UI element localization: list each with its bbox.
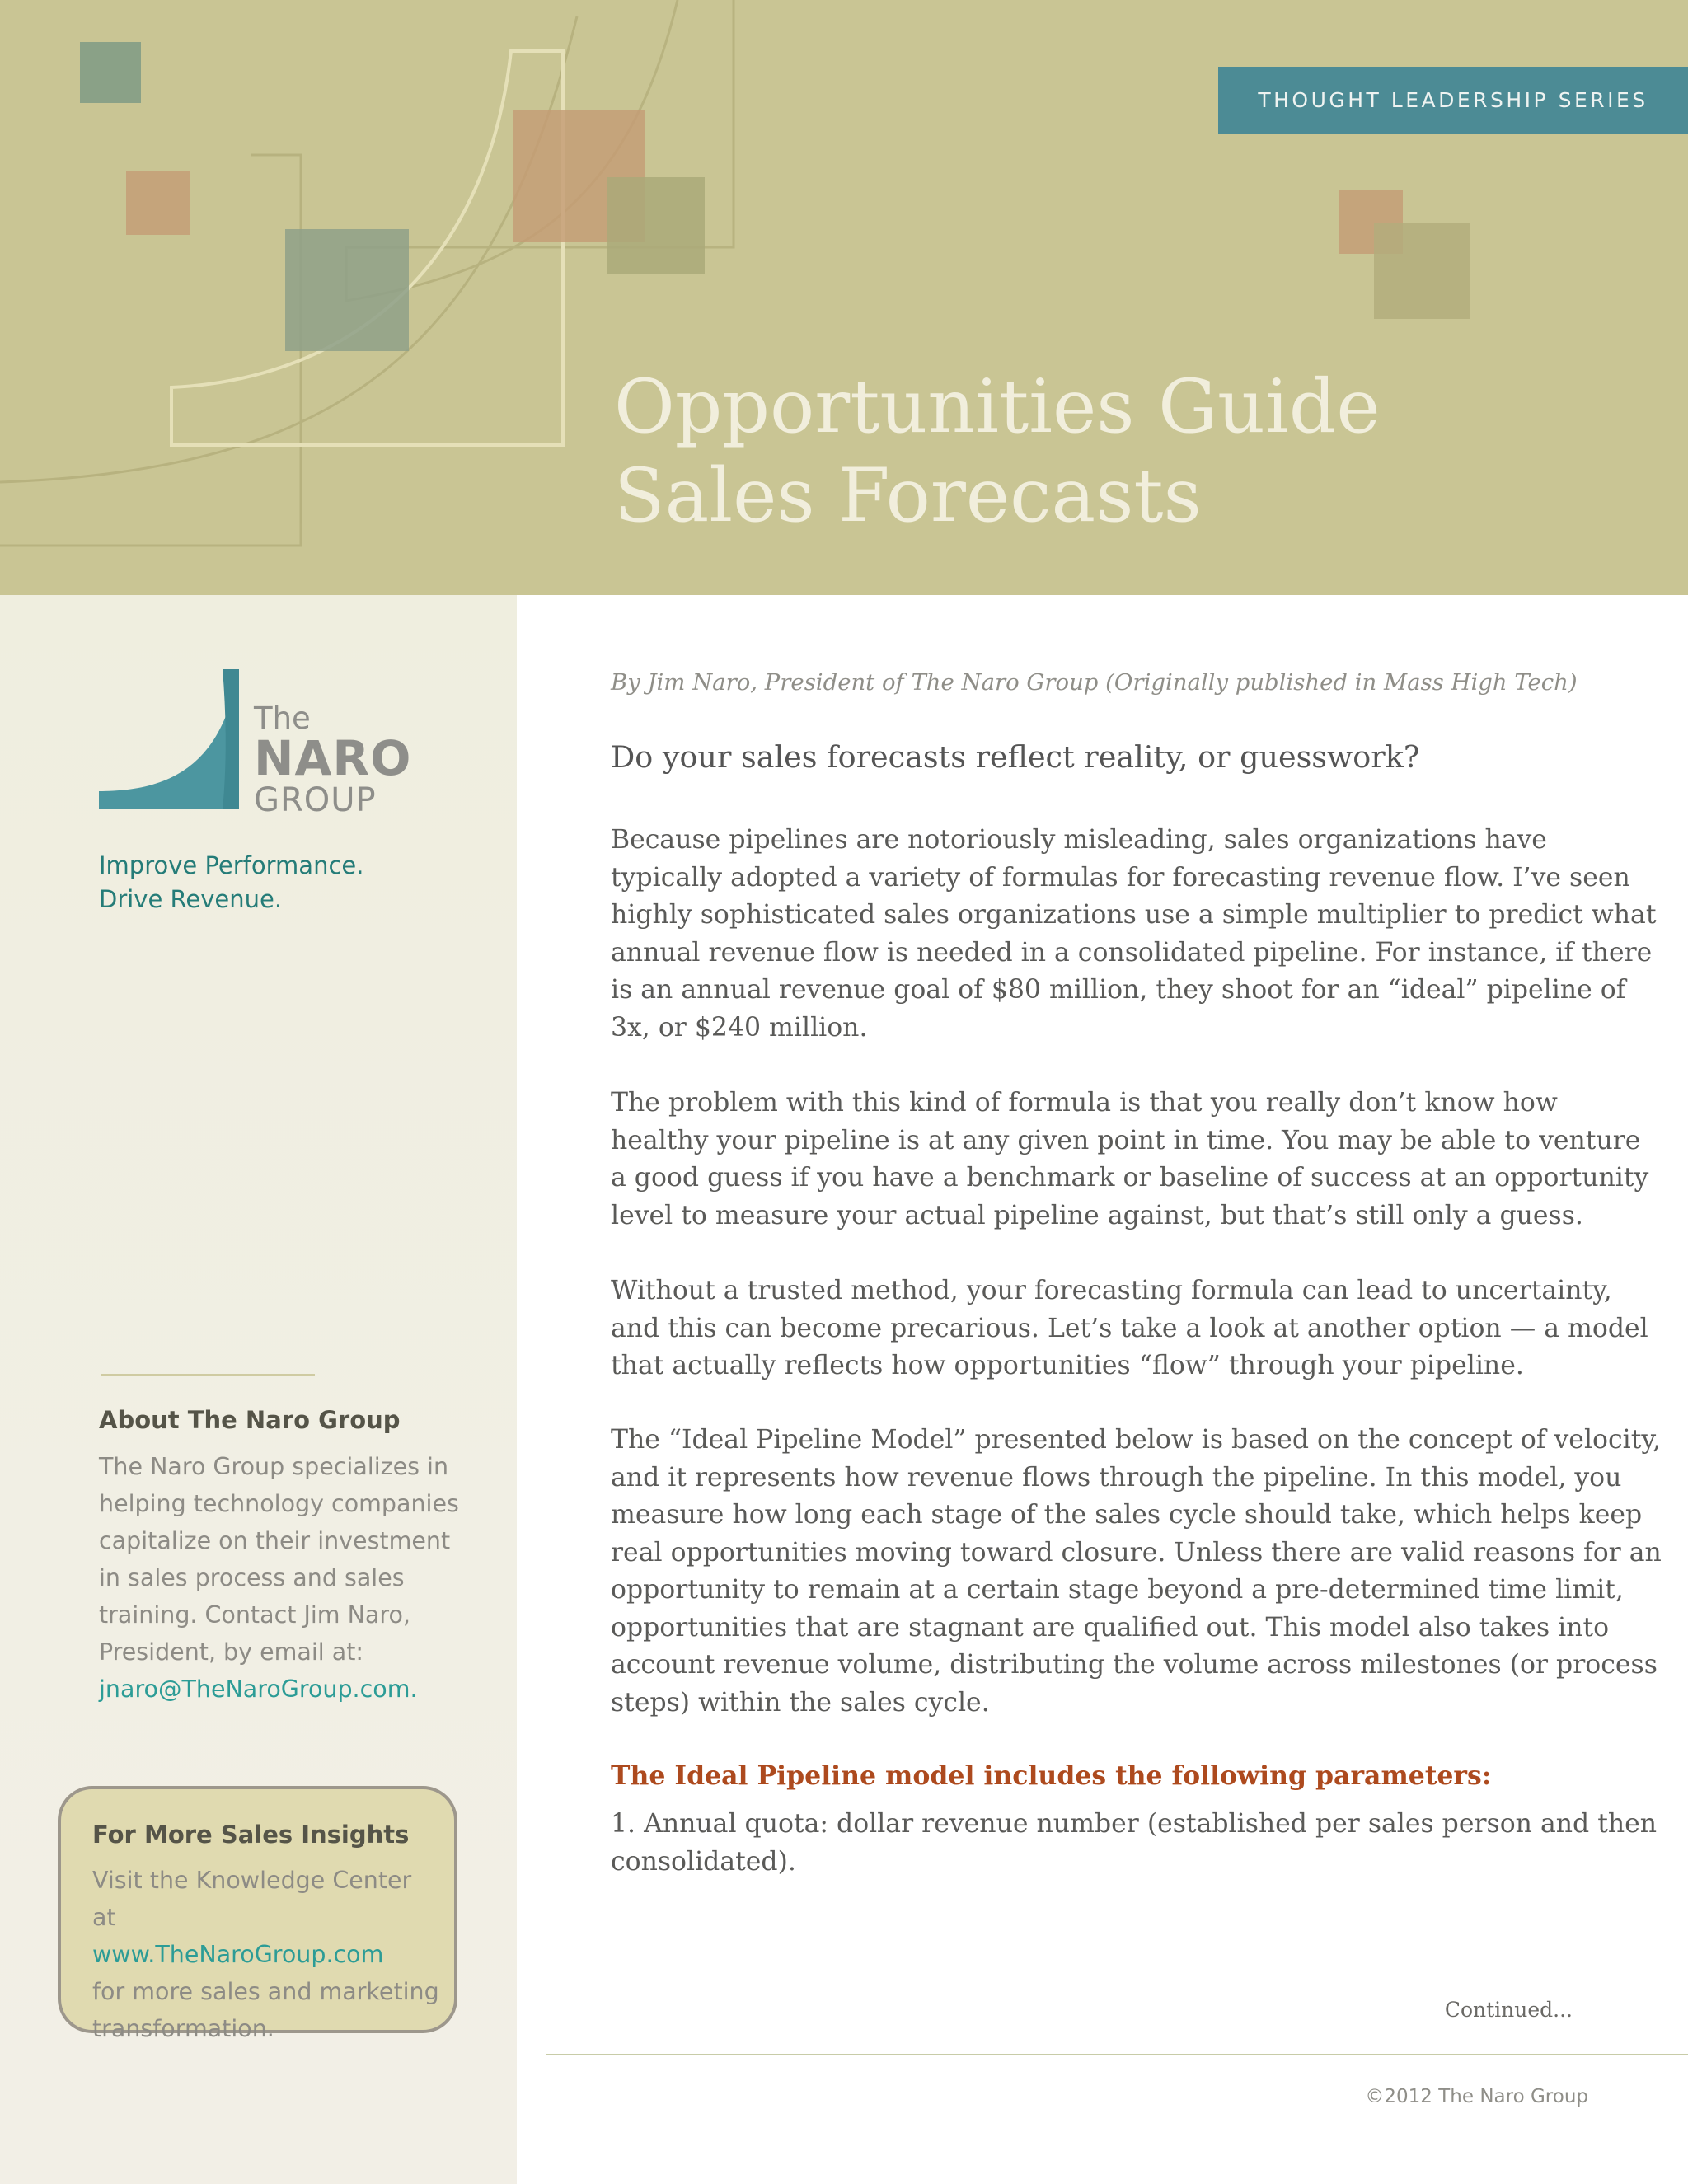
paragraph-line: 1. Annual quota: dollar revenue number (established per sales person and then — [611, 1809, 1658, 1839]
paragraph-line: opportunity to remain at a certain stage beyond a pre-determined time limit, — [611, 1575, 1624, 1605]
insights-line: transformation. — [92, 2015, 274, 2042]
continued-label: Continued... — [1444, 1998, 1573, 2022]
parameter-item-1 — [611, 1806, 1657, 1881]
paragraph-line: measure how long each stage of the sales cycle should take, which helps keep — [611, 1500, 1643, 1530]
tagline-line1: Improve Performance. — [99, 851, 364, 879]
paragraph-line: The “Ideal Pipeline Model” presented below is based on the concept of velocity, — [611, 1425, 1661, 1455]
about-line: The Naro Group specializes in — [99, 1453, 449, 1480]
paragraph-line: and this can become precarious. Let’s take a look at another option — a model — [611, 1313, 1648, 1343]
paragraph-line: and it represents how revenue flows through the pipeline. In this model, you — [611, 1462, 1622, 1493]
paragraph-2 — [611, 1085, 1648, 1235]
paragraph-line: account revenue volume, distributing the volume across milestones (or process — [611, 1650, 1658, 1680]
email-link[interactable]: jnaro@TheNaroGroup.com. — [99, 1675, 418, 1703]
paragraph-line: real opportunities moving toward closure. Unless there are valid reasons for an — [611, 1537, 1662, 1568]
website-link[interactable]: www.TheNaroGroup.com — [92, 1941, 384, 1968]
copyright: ©2012 The Naro Group — [1365, 2086, 1588, 2107]
paragraph-line: that actually reflects how opportunities “flow” through your pipeline. — [611, 1351, 1524, 1380]
page-title-line2: Sales Forecasts — [614, 452, 1202, 539]
paragraph-line: Without a trusted method, your forecasting formula can lead to uncertainty, — [611, 1276, 1612, 1305]
paragraph-line: opportunities that are stagnant are qualified out. This model also takes into — [611, 1612, 1610, 1643]
about-line: President, by email at: — [99, 1638, 363, 1666]
paragraph-line: Because pipelines are notoriously misleading, sales organizations have — [611, 825, 1547, 855]
sidebar-divider — [101, 1374, 315, 1376]
paragraph-line: level to measure your actual pipeline against, but that’s still only a guess. — [611, 1200, 1583, 1230]
insights-line: Visit the Knowledge Center — [92, 1867, 412, 1894]
logo-group: GROUP — [254, 781, 377, 819]
about-line: helping technology companies — [99, 1490, 459, 1517]
about-heading: About The Naro Group — [99, 1406, 401, 1434]
insights-line-prefix: at — [92, 1904, 116, 1931]
paragraph-line: typically adopted a variety of formulas for forecasting revenue flow. I’ve seen — [611, 862, 1630, 893]
parameters-heading: The Ideal Pipeline model includes the following parameters: — [611, 1760, 1492, 1791]
insights-heading: For More Sales Insights — [92, 1821, 410, 1849]
article-question: Do your sales forecasts reflect reality, or guesswork? — [611, 739, 1420, 775]
page-title — [614, 363, 1381, 541]
insights-line — [92, 1899, 439, 1973]
paragraph-line: highly sophisticated sales organizations use a simple multiplier to predict what — [611, 900, 1657, 930]
insights-line: for more sales and marketing — [92, 1978, 439, 2005]
about-line: capitalize on their investment — [99, 1527, 451, 1554]
paragraph-line: The problem with this kind of formula is that you really don’t know how — [611, 1088, 1558, 1118]
paragraph-4 — [611, 1422, 1662, 1722]
about-line: training. Contact Jim Naro, — [99, 1601, 410, 1629]
tagline — [99, 849, 363, 916]
logo-the: The — [254, 701, 311, 736]
header-banner — [0, 0, 1688, 595]
paragraph-line: consolidated). — [611, 1846, 796, 1877]
paragraph-3 — [611, 1272, 1648, 1385]
paragraph-line: steps) within the sales cycle. — [611, 1687, 990, 1718]
series-tag: THOUGHT LEADERSHIP SERIES — [1218, 67, 1688, 134]
paragraph-1 — [611, 822, 1657, 1047]
byline: By Jim Naro, President of The Naro Group (Originally published in Mass High Tech) — [611, 669, 1578, 696]
footer-divider — [546, 2054, 1688, 2055]
insights-body — [92, 1862, 439, 2047]
about-body — [99, 1448, 462, 1708]
paragraph-line: 3x, or $240 million. — [611, 1012, 868, 1043]
paragraph-line: healthy your pipeline is at any given point in time. You may be able to venture — [611, 1125, 1641, 1155]
page-title-line1: Opportunities Guide — [614, 363, 1381, 450]
paragraph-line: is an annual revenue goal of $80 million, they shoot for an “ideal” pipeline of — [611, 975, 1626, 1005]
about-line: in sales process and sales — [99, 1564, 405, 1591]
insights-box — [58, 1786, 457, 2042]
paragraph-line: annual revenue flow is needed in a consolidated pipeline. For instance, if there — [611, 937, 1653, 968]
tagline-line2: Drive Revenue. — [99, 885, 283, 913]
logo-naro: NARO — [254, 730, 412, 786]
paragraph-line: a good guess if you have a benchmark or baseline of success at an opportunity — [611, 1163, 1649, 1193]
